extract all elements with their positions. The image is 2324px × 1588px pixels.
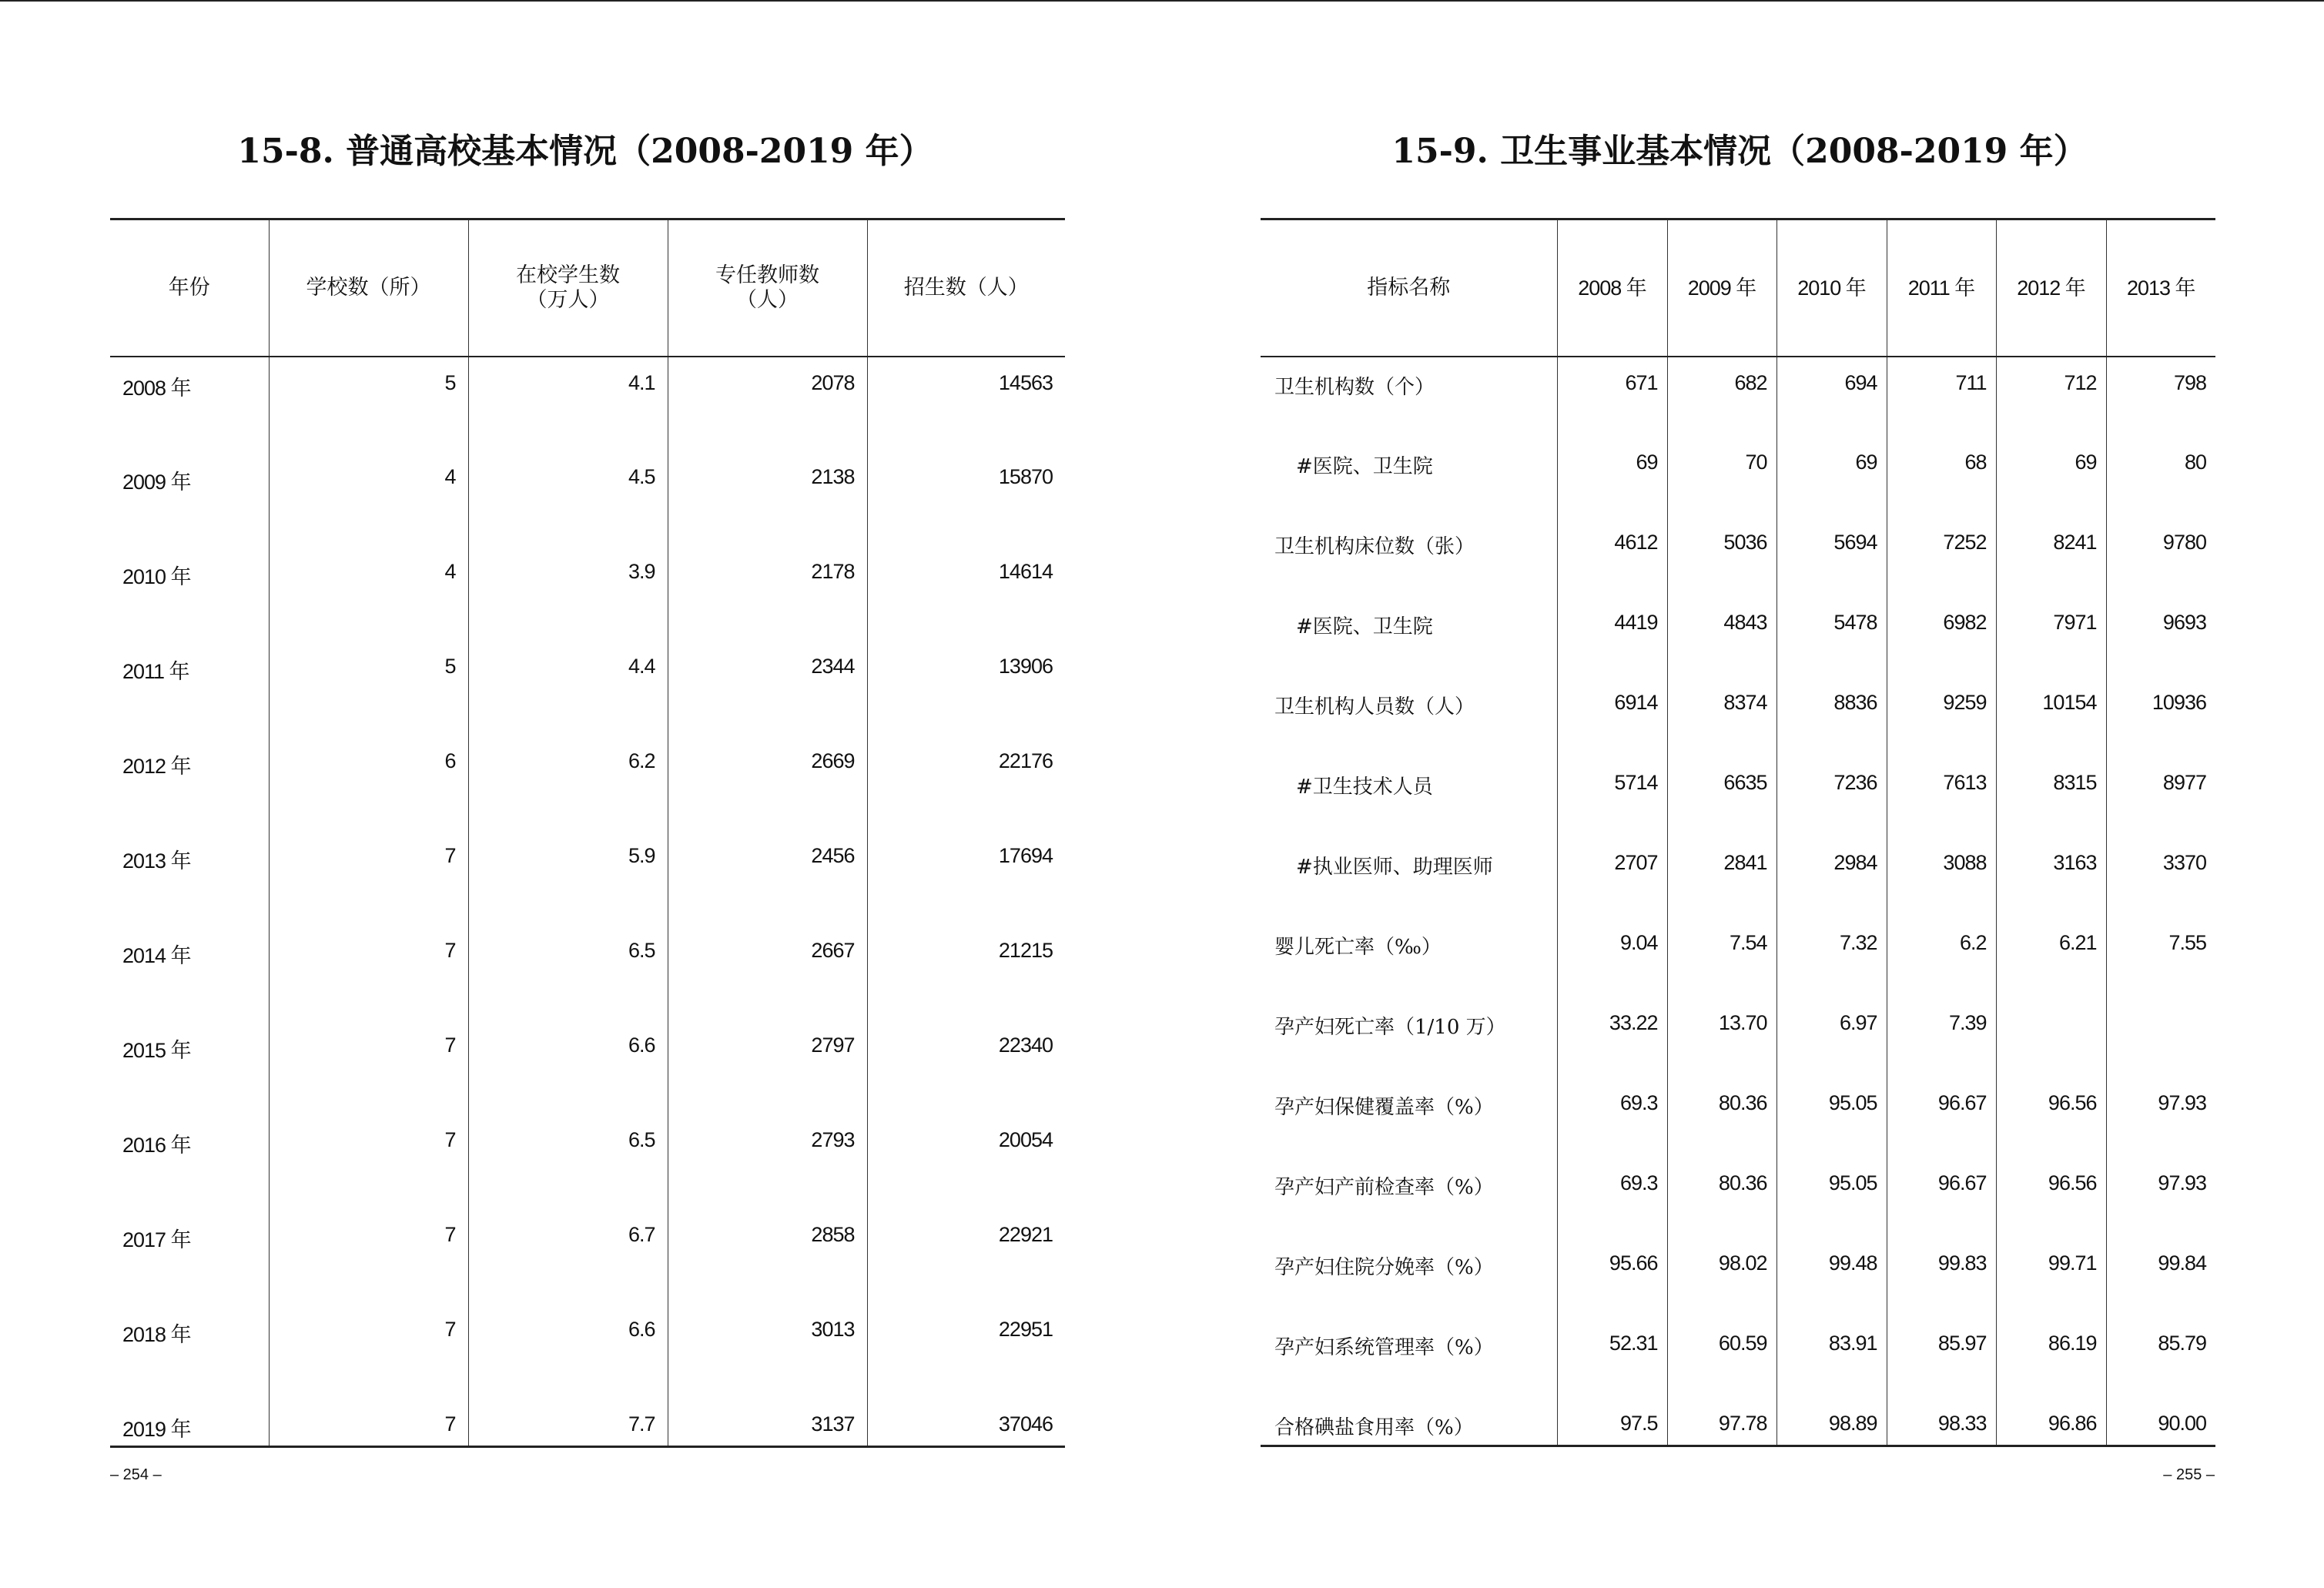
value-cell: 4612 bbox=[1557, 517, 1667, 597]
value-cell bbox=[2106, 997, 2215, 1077]
value-cell: 96.56 bbox=[1996, 1077, 2106, 1157]
table-row bbox=[1261, 757, 2215, 837]
table-row bbox=[1261, 1318, 2215, 1398]
row-label-cell: #卫生技术人员 bbox=[1296, 775, 1433, 799]
value-cell: 8241 bbox=[1996, 517, 2106, 597]
row-label-cell: 婴儿死亡率（‰） bbox=[1274, 935, 1442, 959]
value-cell: 85.97 bbox=[1887, 1318, 1996, 1398]
value-cell: 5478 bbox=[1776, 597, 1887, 677]
value-cell: 13.70 bbox=[1667, 997, 1776, 1077]
value-cell: 6.6 bbox=[468, 1020, 668, 1114]
value-cell: 694 bbox=[1776, 357, 1887, 437]
value-cell: 80.36 bbox=[1667, 1077, 1776, 1157]
row-label-cell: 2011 年 bbox=[122, 659, 189, 683]
value-cell: 99.71 bbox=[1996, 1238, 2106, 1318]
value-cell: 4 bbox=[269, 546, 468, 641]
value-cell: 85.79 bbox=[2106, 1318, 2215, 1398]
row-label-cell: 2012 年 bbox=[122, 754, 191, 778]
value-cell: 8977 bbox=[2106, 757, 2215, 837]
value-cell: 37046 bbox=[867, 1399, 1065, 1447]
value-cell: 2797 bbox=[668, 1020, 867, 1114]
value-cell: 7 bbox=[269, 925, 468, 1020]
table-row bbox=[110, 925, 1065, 1020]
value-cell: 7.32 bbox=[1776, 917, 1887, 997]
value-cell: 83.91 bbox=[1776, 1318, 1887, 1398]
value-cell: 3088 bbox=[1887, 837, 1996, 917]
row-label-cell: 2014 年 bbox=[122, 943, 191, 967]
table-row bbox=[110, 1399, 1065, 1447]
table-row bbox=[1261, 677, 2215, 757]
value-cell: 96.67 bbox=[1887, 1077, 1996, 1157]
value-cell: 2178 bbox=[668, 546, 867, 641]
value-cell: 5694 bbox=[1776, 517, 1887, 597]
value-cell: 33.22 bbox=[1557, 997, 1667, 1077]
page-number-right: – 255 – bbox=[2163, 1466, 2215, 1483]
value-cell: 6.5 bbox=[468, 925, 668, 1020]
table-row bbox=[1261, 357, 2215, 437]
value-cell: 10936 bbox=[2106, 677, 2215, 757]
row-label-cell: 2016 年 bbox=[122, 1133, 191, 1157]
value-cell: 69 bbox=[1996, 437, 2106, 517]
value-cell: 22176 bbox=[867, 735, 1065, 830]
row-label-cell: 孕产妇住院分娩率（%） bbox=[1274, 1255, 1494, 1279]
table-row bbox=[1261, 597, 2215, 677]
health-care-table bbox=[1261, 218, 2215, 1447]
table-row bbox=[110, 1114, 1065, 1209]
header-students: 在校学生数 （万人） bbox=[468, 219, 668, 357]
value-cell: 3137 bbox=[668, 1399, 867, 1447]
row-label-cell: #医院、卫生院 bbox=[1296, 615, 1433, 638]
table-row bbox=[1261, 1398, 2215, 1446]
value-cell: 52.31 bbox=[1557, 1318, 1667, 1398]
value-cell: 99.48 bbox=[1776, 1238, 1887, 1318]
right-table-title: 15-9. 卫生事业基本情况（2008-2019 年） bbox=[1391, 132, 2088, 171]
value-cell: 7.54 bbox=[1667, 917, 1776, 997]
value-cell: 9259 bbox=[1887, 677, 1996, 757]
value-cell: 4 bbox=[269, 451, 468, 546]
value-cell: 22951 bbox=[867, 1304, 1065, 1399]
value-cell: 712 bbox=[1996, 357, 2106, 437]
value-cell: 7 bbox=[269, 1209, 468, 1304]
value-cell: 69 bbox=[1557, 437, 1667, 517]
value-cell: 4419 bbox=[1557, 597, 1667, 677]
row-label-cell: #执业医师、助理医师 bbox=[1296, 855, 1493, 879]
value-cell: 682 bbox=[1667, 357, 1776, 437]
value-cell: 4.5 bbox=[468, 451, 668, 546]
header-2013: 2013 年 bbox=[2106, 219, 2215, 357]
value-cell: 13906 bbox=[867, 641, 1065, 735]
value-cell: 7971 bbox=[1996, 597, 2106, 677]
table-body bbox=[1261, 357, 2215, 1446]
value-cell: 20054 bbox=[867, 1114, 1065, 1209]
value-cell bbox=[1996, 997, 2106, 1077]
value-cell: 7.55 bbox=[2106, 917, 2215, 997]
value-cell: 6.2 bbox=[468, 735, 668, 830]
value-cell: 95.66 bbox=[1557, 1238, 1667, 1318]
row-label-cell: 2017 年 bbox=[122, 1228, 191, 1251]
table-row bbox=[1261, 917, 2215, 997]
header-year: 年份 bbox=[110, 219, 269, 357]
table-row bbox=[110, 1020, 1065, 1114]
header-2009: 2009 年 bbox=[1667, 219, 1776, 357]
value-cell: 6.6 bbox=[468, 1304, 668, 1399]
value-cell: 7 bbox=[269, 1399, 468, 1447]
value-cell: 2456 bbox=[668, 830, 867, 925]
value-cell: 6982 bbox=[1887, 597, 1996, 677]
value-cell: 96.56 bbox=[1996, 1157, 2106, 1238]
value-cell: 7236 bbox=[1776, 757, 1887, 837]
value-cell: 22921 bbox=[867, 1209, 1065, 1304]
value-cell: 2138 bbox=[668, 451, 867, 546]
row-label-cell: 孕产妇保健覆盖率（%） bbox=[1274, 1095, 1494, 1119]
value-cell: 3.9 bbox=[468, 546, 668, 641]
row-label-cell: 2008 年 bbox=[122, 376, 191, 400]
value-cell: 3370 bbox=[2106, 837, 2215, 917]
table-header-row bbox=[110, 219, 1065, 357]
value-cell: 2078 bbox=[668, 357, 867, 451]
value-cell: 9.04 bbox=[1557, 917, 1667, 997]
header-schools: 学校数（所） bbox=[269, 219, 468, 357]
value-cell: 2984 bbox=[1776, 837, 1887, 917]
value-cell: 7 bbox=[269, 1304, 468, 1399]
value-cell: 10154 bbox=[1996, 677, 2106, 757]
header-2011: 2011 年 bbox=[1887, 219, 1996, 357]
row-label-cell: 2018 年 bbox=[122, 1322, 191, 1346]
value-cell: 2858 bbox=[668, 1209, 867, 1304]
value-cell: 7.7 bbox=[468, 1399, 668, 1447]
right-page bbox=[1162, 0, 2324, 1588]
value-cell: 7613 bbox=[1887, 757, 1996, 837]
value-cell: 96.67 bbox=[1887, 1157, 1996, 1238]
header-enrollment: 招生数（人） bbox=[867, 219, 1065, 357]
value-cell: 7 bbox=[269, 830, 468, 925]
value-cell: 2344 bbox=[668, 641, 867, 735]
value-cell: 98.33 bbox=[1887, 1398, 1996, 1446]
row-label-cell: 2010 年 bbox=[122, 565, 191, 588]
page-number-left: – 254 – bbox=[110, 1466, 162, 1483]
value-cell: 2841 bbox=[1667, 837, 1776, 917]
value-cell: 99.84 bbox=[2106, 1238, 2215, 1318]
value-cell: 3163 bbox=[1996, 837, 2106, 917]
value-cell: 14614 bbox=[867, 546, 1065, 641]
table-row bbox=[1261, 997, 2215, 1077]
value-cell: 6.7 bbox=[468, 1209, 668, 1304]
row-label-cell: 孕产妇产前检查率（%） bbox=[1274, 1175, 1494, 1199]
value-cell: 8374 bbox=[1667, 677, 1776, 757]
table-row bbox=[1261, 1157, 2215, 1238]
row-label-cell: 孕产妇系统管理率（%） bbox=[1274, 1335, 1494, 1359]
row-label-cell: 2009 年 bbox=[122, 470, 191, 494]
value-cell: 97.78 bbox=[1667, 1398, 1776, 1446]
value-cell: 5714 bbox=[1557, 757, 1667, 837]
table-header-row bbox=[1261, 219, 2215, 357]
header-teachers: 专任教师数 （人） bbox=[668, 219, 867, 357]
table-row bbox=[110, 546, 1065, 641]
value-cell: 15870 bbox=[867, 451, 1065, 546]
value-cell: 2707 bbox=[1557, 837, 1667, 917]
value-cell: 3013 bbox=[668, 1304, 867, 1399]
value-cell: 6 bbox=[269, 735, 468, 830]
table-row bbox=[110, 830, 1065, 925]
value-cell: 99.83 bbox=[1887, 1238, 1996, 1318]
value-cell: 2793 bbox=[668, 1114, 867, 1209]
row-label-cell: 孕产妇死亡率（1/10 万） bbox=[1274, 1015, 1506, 1039]
value-cell: 5.9 bbox=[468, 830, 668, 925]
header-2008: 2008 年 bbox=[1557, 219, 1667, 357]
value-cell: 6.21 bbox=[1996, 917, 2106, 997]
value-cell: 68 bbox=[1887, 437, 1996, 517]
table-row bbox=[110, 1304, 1065, 1399]
header-indicator: 指标名称 bbox=[1261, 219, 1557, 357]
header-2010: 2010 年 bbox=[1776, 219, 1887, 357]
value-cell: 5 bbox=[269, 357, 468, 451]
value-cell: 671 bbox=[1557, 357, 1667, 437]
table-row bbox=[1261, 1077, 2215, 1157]
value-cell: 8315 bbox=[1996, 757, 2106, 837]
row-label-cell: 2019 年 bbox=[122, 1417, 191, 1441]
higher-education-table bbox=[110, 218, 1065, 1448]
table-row bbox=[110, 357, 1065, 451]
table-row bbox=[110, 451, 1065, 546]
value-cell: 9693 bbox=[2106, 597, 2215, 677]
value-cell: 98.89 bbox=[1776, 1398, 1887, 1446]
value-cell: 80.36 bbox=[1667, 1157, 1776, 1238]
value-cell: 8836 bbox=[1776, 677, 1887, 757]
value-cell: 6.97 bbox=[1776, 997, 1887, 1077]
value-cell: 7 bbox=[269, 1020, 468, 1114]
value-cell: 21215 bbox=[867, 925, 1065, 1020]
value-cell: 86.19 bbox=[1996, 1318, 2106, 1398]
value-cell: 98.02 bbox=[1667, 1238, 1776, 1318]
value-cell: 22340 bbox=[867, 1020, 1065, 1114]
row-label-cell: 合格碘盐食用率（%） bbox=[1274, 1415, 1474, 1439]
value-cell: 69.3 bbox=[1557, 1077, 1667, 1157]
value-cell: 97.93 bbox=[2106, 1077, 2215, 1157]
value-cell: 60.59 bbox=[1667, 1318, 1776, 1398]
header-2012: 2012 年 bbox=[1996, 219, 2106, 357]
table-row bbox=[1261, 437, 2215, 517]
row-label-cell: 卫生机构人员数（人） bbox=[1274, 695, 1475, 719]
value-cell: 6.5 bbox=[468, 1114, 668, 1209]
value-cell: 4.1 bbox=[468, 357, 668, 451]
value-cell: 6635 bbox=[1667, 757, 1776, 837]
value-cell: 96.86 bbox=[1996, 1398, 2106, 1446]
table-row bbox=[1261, 1238, 2215, 1318]
left-table-title: 15-8. 普通高校基本情况（2008-2019 年） bbox=[237, 132, 933, 171]
value-cell: 5 bbox=[269, 641, 468, 735]
row-label-cell: 2013 年 bbox=[122, 849, 191, 873]
value-cell: 80 bbox=[2106, 437, 2215, 517]
value-cell: 798 bbox=[2106, 357, 2215, 437]
table-row bbox=[1261, 517, 2215, 597]
value-cell: 7.39 bbox=[1887, 997, 1996, 1077]
value-cell: 95.05 bbox=[1776, 1157, 1887, 1238]
value-cell: 2669 bbox=[668, 735, 867, 830]
value-cell: 5036 bbox=[1667, 517, 1776, 597]
row-label-cell: 卫生机构床位数（张） bbox=[1274, 534, 1475, 558]
value-cell: 711 bbox=[1887, 357, 1996, 437]
value-cell: 4843 bbox=[1667, 597, 1776, 677]
value-cell: 97.5 bbox=[1557, 1398, 1667, 1446]
value-cell: 14563 bbox=[867, 357, 1065, 451]
table-row bbox=[110, 735, 1065, 830]
row-label-cell: 2015 年 bbox=[122, 1038, 191, 1062]
table-row bbox=[110, 1209, 1065, 1304]
row-label-cell: 卫生机构数（个） bbox=[1274, 375, 1435, 399]
table-row bbox=[110, 641, 1065, 735]
value-cell: 2667 bbox=[668, 925, 867, 1020]
value-cell: 69.3 bbox=[1557, 1157, 1667, 1238]
table-body bbox=[110, 357, 1065, 1447]
value-cell: 6.2 bbox=[1887, 917, 1996, 997]
value-cell: 7252 bbox=[1887, 517, 1996, 597]
value-cell: 69 bbox=[1776, 437, 1887, 517]
value-cell: 6914 bbox=[1557, 677, 1667, 757]
value-cell: 17694 bbox=[867, 830, 1065, 925]
value-cell: 97.93 bbox=[2106, 1157, 2215, 1238]
table-row bbox=[1261, 837, 2215, 917]
row-label-cell: #医院、卫生院 bbox=[1296, 454, 1433, 478]
value-cell: 9780 bbox=[2106, 517, 2215, 597]
value-cell: 95.05 bbox=[1776, 1077, 1887, 1157]
value-cell: 4.4 bbox=[468, 641, 668, 735]
value-cell: 7 bbox=[269, 1114, 468, 1209]
value-cell: 70 bbox=[1667, 437, 1776, 517]
value-cell: 90.00 bbox=[2106, 1398, 2215, 1446]
